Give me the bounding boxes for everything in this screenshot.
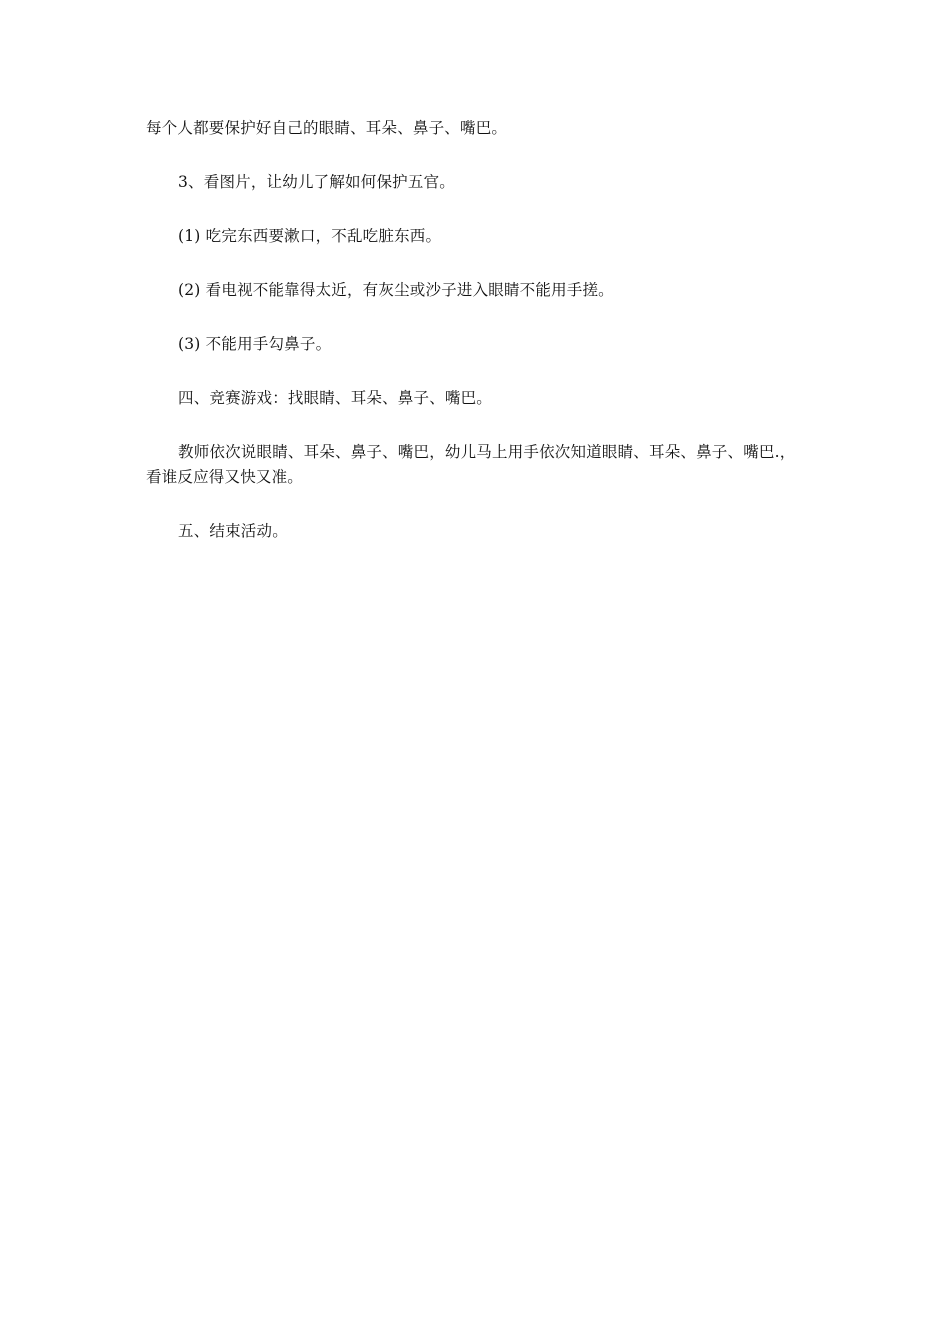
- paragraph-item-1: (1) 吃完东西要漱口，不乱吃脏东西。: [178, 227, 442, 245]
- paragraph-item-2: (2) 看电视不能靠得太近，有灰尘或沙子进入眼睛不能用手搓。: [178, 281, 614, 299]
- paragraph-section-4-heading: 四、竞赛游戏：找眼睛、耳朵、鼻子、嘴巴。: [178, 389, 493, 407]
- paragraph-section-5-heading: 五、结束活动。: [178, 522, 288, 540]
- paragraph-step-3: 3、看图片，让幼儿了解如何保护五官。: [178, 173, 455, 191]
- document-body: [146, 116, 808, 573]
- paragraph-protect-senses: 每个人都要保护好自己的眼睛、耳朵、鼻子、嘴巴。: [146, 119, 508, 137]
- paragraph-game-description: 教师依次说眼睛、耳朵、鼻子、嘴巴，幼儿马上用手依次知道眼睛、耳朵、鼻子、嘴巴.，看谁反应得又快又准。: [146, 443, 796, 486]
- paragraph-item-3: (3) 不能用手勾鼻子。: [178, 335, 332, 353]
